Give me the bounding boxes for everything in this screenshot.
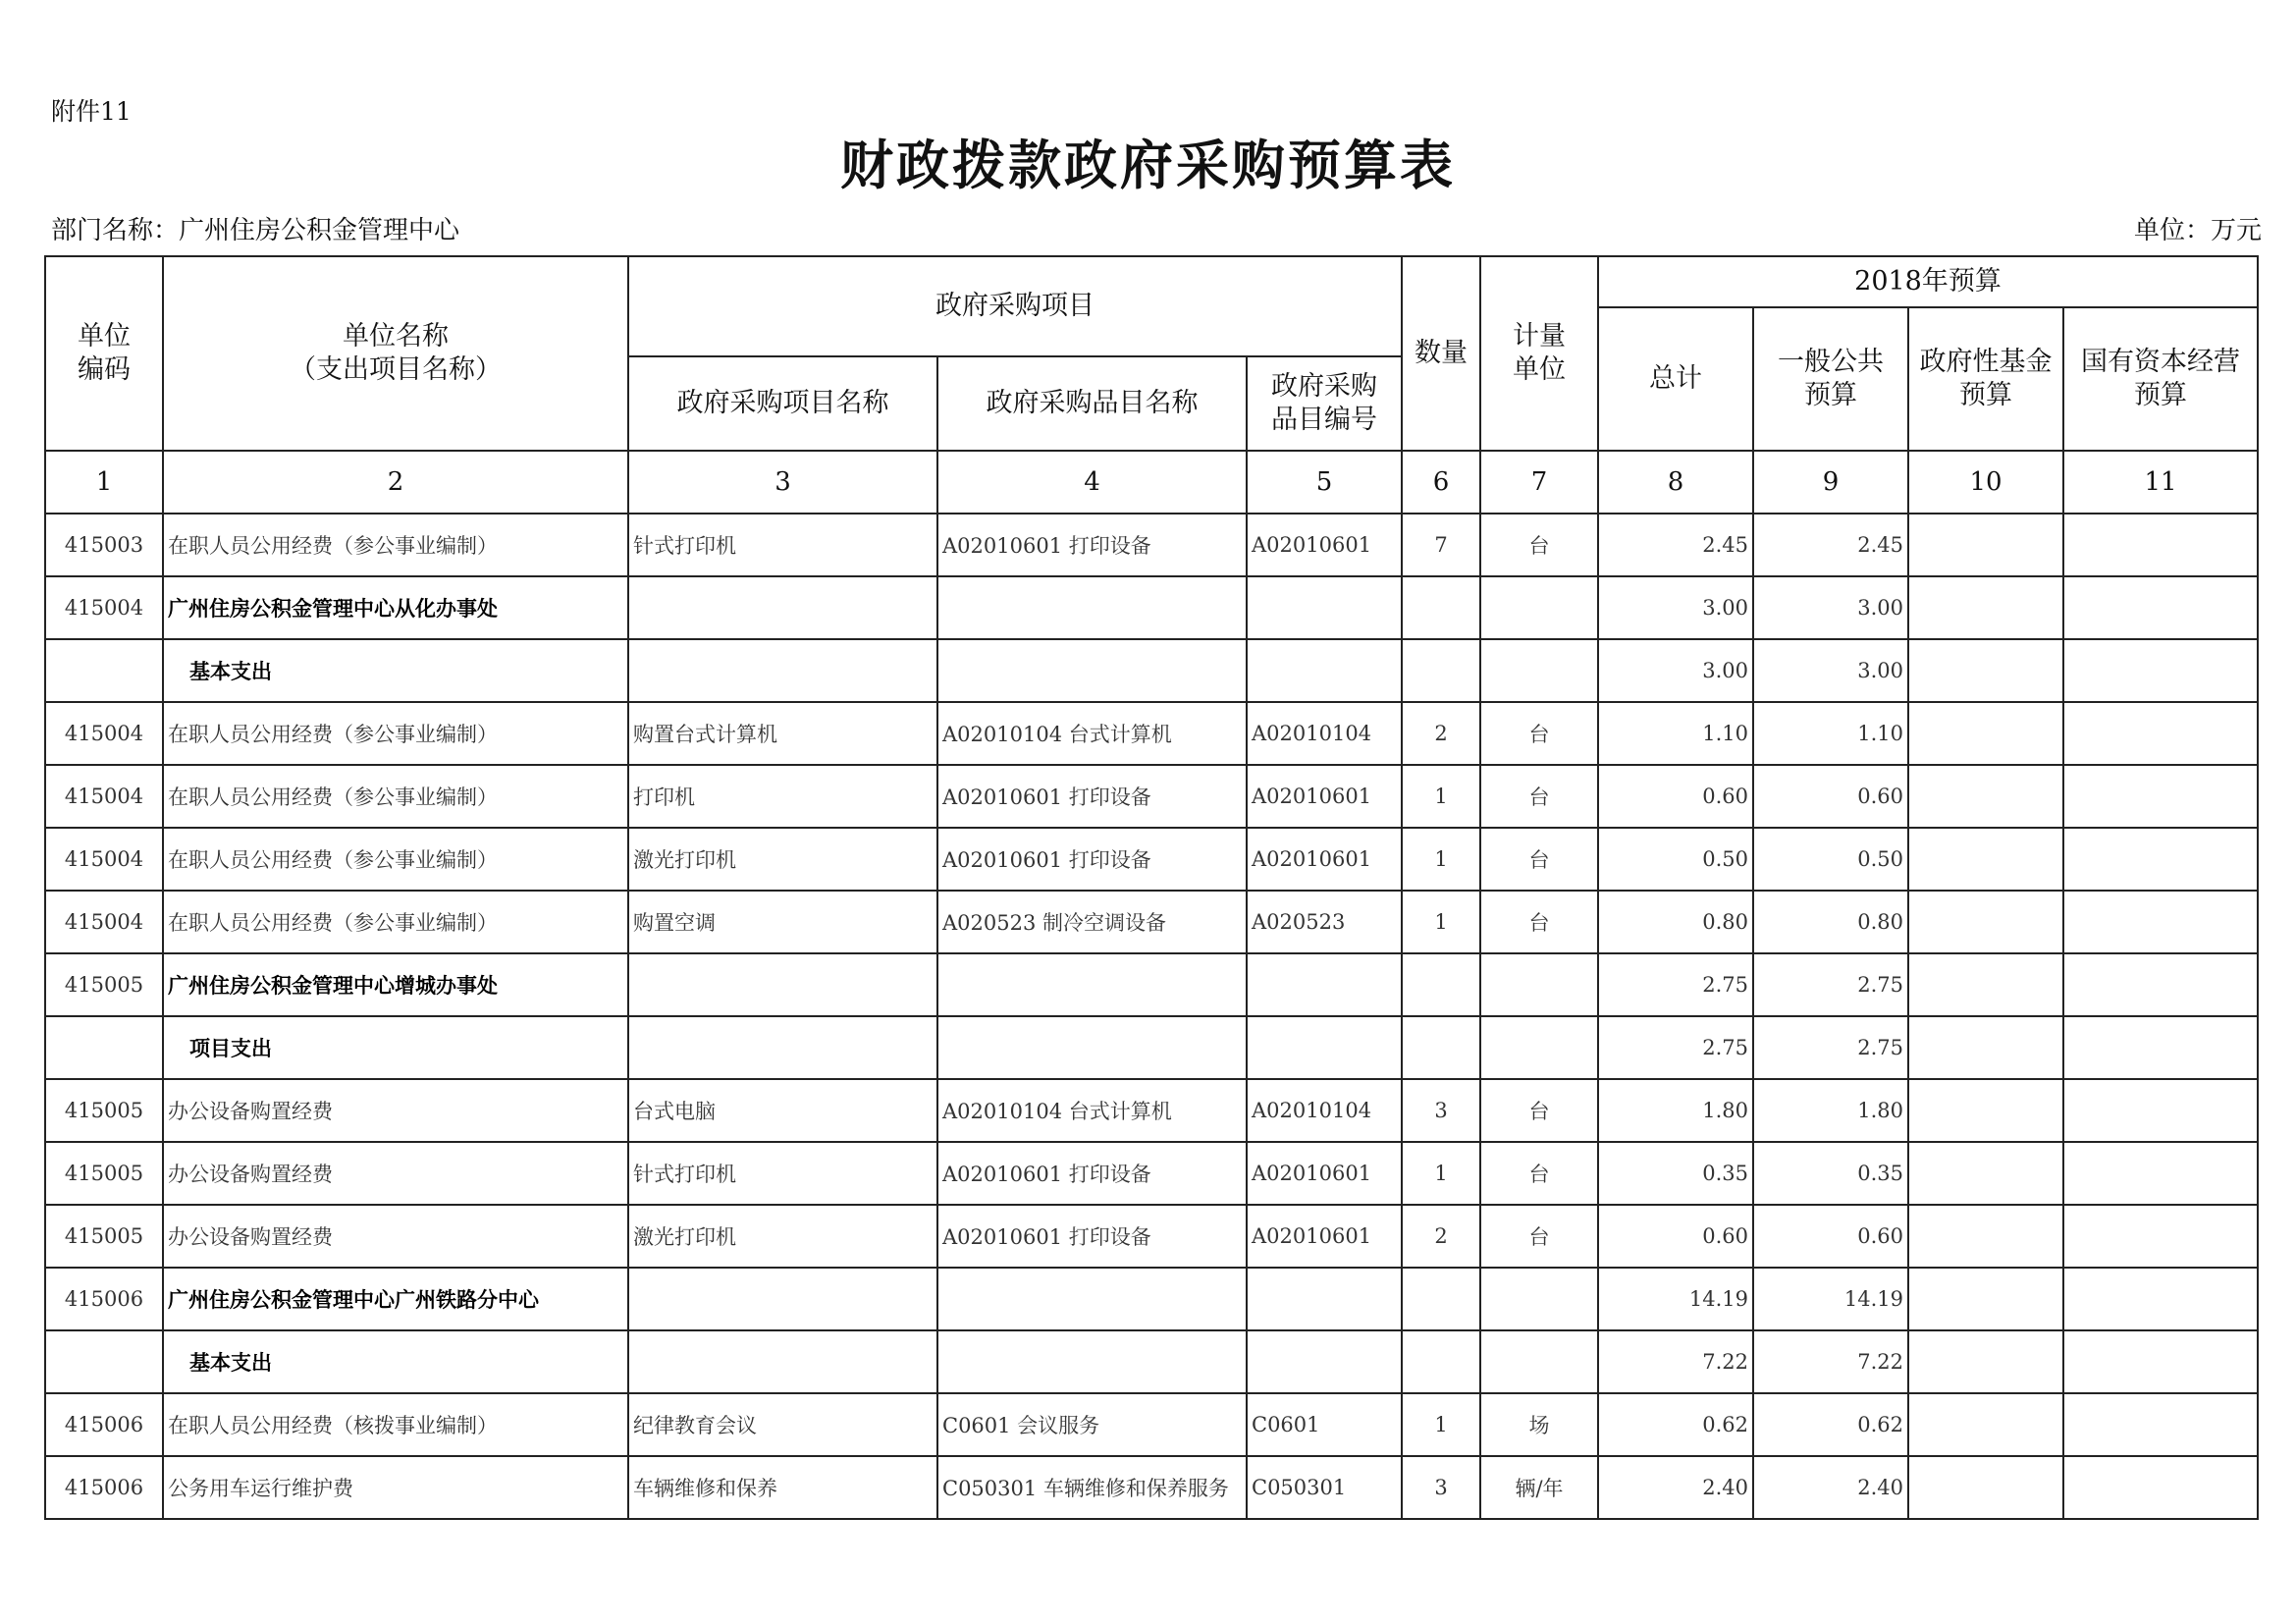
- header-gov-fund: 政府性基金 预算: [1908, 307, 2063, 451]
- cell-gov-fund: [1908, 1142, 2063, 1205]
- cell-item-name: A02010601 打印设备: [937, 514, 1247, 576]
- header-total: 总计: [1598, 307, 1753, 451]
- header-state-capital: 国有资本经营 预算: [2063, 307, 2258, 451]
- cell-general-public: 14.19: [1753, 1268, 1908, 1330]
- cell-total: 2.75: [1598, 953, 1753, 1016]
- cell-gov-fund: [1908, 1268, 2063, 1330]
- cell-general-public: 0.62: [1753, 1393, 1908, 1456]
- cell-project-name: [628, 639, 937, 702]
- cell-quantity: 1: [1402, 891, 1480, 953]
- cell-item-code: C0601: [1247, 1393, 1402, 1456]
- cell-gov-fund: [1908, 639, 2063, 702]
- cell-state-capital: [2063, 1330, 2258, 1393]
- cell-state-capital: [2063, 1393, 2258, 1456]
- cell-measure-unit: [1480, 953, 1598, 1016]
- cell-gov-fund: [1908, 1330, 2063, 1393]
- cell-project-name: 纪律教育会议: [628, 1393, 937, 1456]
- cell-item-code: A02010601: [1247, 1142, 1402, 1205]
- cell-total: 2.75: [1598, 1016, 1753, 1079]
- cell-measure-unit: 台: [1480, 828, 1598, 891]
- cell-state-capital: [2063, 1016, 2258, 1079]
- cell-total: 0.35: [1598, 1142, 1753, 1205]
- cell-measure-unit: [1480, 1016, 1598, 1079]
- cell-quantity: 1: [1402, 828, 1480, 891]
- header-unit-name: 单位名称 （支出项目名称）: [163, 256, 628, 451]
- index-cell: 11: [2063, 451, 2258, 514]
- cell-item-name: A020523 制冷空调设备: [937, 891, 1247, 953]
- cell-gov-fund: [1908, 1205, 2063, 1268]
- page-title: 财政拨款政府采购预算表: [840, 134, 1456, 196]
- cell-unit-name: 在职人员公用经费（核拨事业编制）: [163, 1393, 628, 1456]
- cell-unit-code: 415006: [45, 1393, 163, 1456]
- cell-total: 7.22: [1598, 1330, 1753, 1393]
- procurement-budget-table: [44, 255, 2259, 1520]
- table-row: [45, 828, 2258, 891]
- cell-measure-unit: [1480, 576, 1598, 639]
- cell-item-code: [1247, 953, 1402, 1016]
- table-row: [45, 765, 2258, 828]
- header-item-name: 政府采购品目名称: [937, 356, 1247, 451]
- cell-project-name: 激光打印机: [628, 1205, 937, 1268]
- cell-unit-name: 广州住房公积金管理中心广州铁路分中心: [163, 1268, 628, 1330]
- cell-unit-name: 在职人员公用经费（参公事业编制）: [163, 828, 628, 891]
- index-cell: 1: [45, 451, 163, 514]
- table-row: [45, 1330, 2258, 1393]
- cell-unit-code: 415004: [45, 891, 163, 953]
- header-unit-code: 单位 编码: [45, 256, 163, 451]
- cell-unit-name: 公务用车运行维护费: [163, 1456, 628, 1519]
- index-cell: 3: [628, 451, 937, 514]
- table-row: [45, 514, 2258, 576]
- cell-unit-name: 基本支出: [163, 639, 628, 702]
- cell-state-capital: [2063, 1142, 2258, 1205]
- cell-general-public: 0.60: [1753, 765, 1908, 828]
- index-cell: 8: [1598, 451, 1753, 514]
- cell-gov-fund: [1908, 1079, 2063, 1142]
- cell-project-name: [628, 1330, 937, 1393]
- cell-state-capital: [2063, 514, 2258, 576]
- cell-unit-code: 415004: [45, 702, 163, 765]
- cell-unit-code: 415006: [45, 1268, 163, 1330]
- cell-general-public: 2.75: [1753, 953, 1908, 1016]
- cell-gov-fund: [1908, 1456, 2063, 1519]
- header-project-name: 政府采购项目名称: [628, 356, 937, 451]
- cell-state-capital: [2063, 828, 2258, 891]
- cell-item-code: A02010104: [1247, 702, 1402, 765]
- header-quantity: 数量: [1402, 256, 1480, 451]
- cell-item-code: A02010601: [1247, 765, 1402, 828]
- header-item-code: 政府采购 品目编号: [1247, 356, 1402, 451]
- cell-state-capital: [2063, 639, 2258, 702]
- cell-state-capital: [2063, 1205, 2258, 1268]
- cell-unit-code: 415005: [45, 1205, 163, 1268]
- cell-general-public: 1.80: [1753, 1079, 1908, 1142]
- cell-total: 3.00: [1598, 639, 1753, 702]
- cell-state-capital: [2063, 1268, 2258, 1330]
- cell-unit-code: 415004: [45, 576, 163, 639]
- cell-item-name: A02010104 台式计算机: [937, 1079, 1247, 1142]
- cell-quantity: [1402, 576, 1480, 639]
- cell-unit-name: 办公设备购置经费: [163, 1079, 628, 1142]
- cell-state-capital: [2063, 576, 2258, 639]
- cell-project-name: 购置台式计算机: [628, 702, 937, 765]
- cell-item-code: A02010601: [1247, 828, 1402, 891]
- attachment-label: 附件11: [51, 97, 132, 126]
- cell-project-name: 购置空调: [628, 891, 937, 953]
- table-row: [45, 1268, 2258, 1330]
- cell-general-public: 7.22: [1753, 1330, 1908, 1393]
- index-cell: 4: [937, 451, 1247, 514]
- table-row: [45, 1079, 2258, 1142]
- cell-measure-unit: 台: [1480, 702, 1598, 765]
- cell-general-public: 2.40: [1753, 1456, 1908, 1519]
- cell-measure-unit: 台: [1480, 891, 1598, 953]
- cell-item-code: [1247, 1268, 1402, 1330]
- cell-quantity: [1402, 1330, 1480, 1393]
- table-row: [45, 1016, 2258, 1079]
- cell-state-capital: [2063, 953, 2258, 1016]
- cell-quantity: [1402, 953, 1480, 1016]
- cell-quantity: [1402, 1016, 1480, 1079]
- cell-state-capital: [2063, 1079, 2258, 1142]
- cell-unit-name: 在职人员公用经费（参公事业编制）: [163, 514, 628, 576]
- cell-total: 0.60: [1598, 1205, 1753, 1268]
- cell-unit-code: 415003: [45, 514, 163, 576]
- cell-unit-name: 广州住房公积金管理中心从化办事处: [163, 576, 628, 639]
- cell-gov-fund: [1908, 702, 2063, 765]
- cell-item-code: A02010601: [1247, 514, 1402, 576]
- cell-state-capital: [2063, 1456, 2258, 1519]
- cell-project-name: 针式打印机: [628, 514, 937, 576]
- cell-measure-unit: 辆/年: [1480, 1456, 1598, 1519]
- cell-total: 1.10: [1598, 702, 1753, 765]
- cell-state-capital: [2063, 765, 2258, 828]
- cell-measure-unit: 台: [1480, 514, 1598, 576]
- cell-gov-fund: [1908, 828, 2063, 891]
- cell-measure-unit: 台: [1480, 1205, 1598, 1268]
- cell-unit-name: 项目支出: [163, 1016, 628, 1079]
- cell-project-name: [628, 953, 937, 1016]
- table-row: [45, 1205, 2258, 1268]
- cell-general-public: 0.80: [1753, 891, 1908, 953]
- index-row: [45, 451, 2258, 514]
- cell-project-name: [628, 1268, 937, 1330]
- cell-item-name: A02010601 打印设备: [937, 765, 1247, 828]
- cell-unit-code: 415005: [45, 1142, 163, 1205]
- cell-total: 2.45: [1598, 514, 1753, 576]
- cell-measure-unit: 台: [1480, 1142, 1598, 1205]
- cell-item-code: [1247, 1330, 1402, 1393]
- cell-total: 0.80: [1598, 891, 1753, 953]
- cell-unit-code: 415004: [45, 828, 163, 891]
- cell-unit-code: 415005: [45, 953, 163, 1016]
- table-row: [45, 953, 2258, 1016]
- table-row: [45, 576, 2258, 639]
- cell-project-name: [628, 1016, 937, 1079]
- cell-general-public: 0.60: [1753, 1205, 1908, 1268]
- cell-measure-unit: [1480, 1268, 1598, 1330]
- cell-general-public: 2.75: [1753, 1016, 1908, 1079]
- cell-project-name: 针式打印机: [628, 1142, 937, 1205]
- cell-item-code: [1247, 576, 1402, 639]
- header-general-public: 一般公共 预算: [1753, 307, 1908, 451]
- cell-quantity: 3: [1402, 1456, 1480, 1519]
- cell-measure-unit: 台: [1480, 1079, 1598, 1142]
- cell-item-code: C050301: [1247, 1456, 1402, 1519]
- table-row: [45, 1393, 2258, 1456]
- cell-general-public: 2.45: [1753, 514, 1908, 576]
- cell-gov-fund: [1908, 891, 2063, 953]
- cell-item-name: A02010601 打印设备: [937, 1205, 1247, 1268]
- cell-total: 0.50: [1598, 828, 1753, 891]
- table-row: [45, 1456, 2258, 1519]
- cell-general-public: 3.00: [1753, 576, 1908, 639]
- cell-unit-name: 办公设备购置经费: [163, 1142, 628, 1205]
- cell-item-code: A020523: [1247, 891, 1402, 953]
- cell-item-code: A02010601: [1247, 1205, 1402, 1268]
- cell-quantity: 2: [1402, 1205, 1480, 1268]
- cell-measure-unit: 场: [1480, 1393, 1598, 1456]
- cell-item-name: [937, 576, 1247, 639]
- cell-general-public: 1.10: [1753, 702, 1908, 765]
- cell-project-name: [628, 576, 937, 639]
- cell-project-name: 车辆维修和保养: [628, 1456, 937, 1519]
- cell-item-name: C050301 车辆维修和保养服务: [937, 1456, 1247, 1519]
- cell-quantity: 1: [1402, 1393, 1480, 1456]
- cell-unit-code: 415006: [45, 1456, 163, 1519]
- cell-item-name: [937, 1268, 1247, 1330]
- cell-total: 0.60: [1598, 765, 1753, 828]
- cell-item-name: A02010601 打印设备: [937, 828, 1247, 891]
- cell-item-name: A02010601 打印设备: [937, 1142, 1247, 1205]
- cell-unit-name: 基本支出: [163, 1330, 628, 1393]
- cell-gov-fund: [1908, 514, 2063, 576]
- cell-gov-fund: [1908, 576, 2063, 639]
- cell-unit-name: 在职人员公用经费（参公事业编制）: [163, 891, 628, 953]
- cell-unit-code: [45, 1330, 163, 1393]
- cell-item-name: A02010104 台式计算机: [937, 702, 1247, 765]
- cell-unit-name: 在职人员公用经费（参公事业编制）: [163, 702, 628, 765]
- cell-gov-fund: [1908, 1016, 2063, 1079]
- table-row: [45, 891, 2258, 953]
- cell-unit-code: [45, 639, 163, 702]
- cell-total: 3.00: [1598, 576, 1753, 639]
- cell-unit-name: 在职人员公用经费（参公事业编制）: [163, 765, 628, 828]
- cell-gov-fund: [1908, 765, 2063, 828]
- cell-quantity: [1402, 639, 1480, 702]
- cell-item-name: [937, 639, 1247, 702]
- table-row: [45, 639, 2258, 702]
- header-procurement-project: 政府采购项目: [628, 256, 1402, 356]
- cell-unit-name: 办公设备购置经费: [163, 1205, 628, 1268]
- cell-gov-fund: [1908, 953, 2063, 1016]
- cell-total: 1.80: [1598, 1079, 1753, 1142]
- cell-quantity: 1: [1402, 765, 1480, 828]
- index-cell: 2: [163, 451, 628, 514]
- index-cell: 10: [1908, 451, 2063, 514]
- table-row: [45, 1142, 2258, 1205]
- cell-state-capital: [2063, 891, 2258, 953]
- table-row: [45, 702, 2258, 765]
- cell-item-name: [937, 953, 1247, 1016]
- cell-state-capital: [2063, 702, 2258, 765]
- cell-project-name: 台式电脑: [628, 1079, 937, 1142]
- cell-measure-unit: 台: [1480, 765, 1598, 828]
- cell-item-name: C0601 会议服务: [937, 1393, 1247, 1456]
- cell-general-public: 0.35: [1753, 1142, 1908, 1205]
- cell-measure-unit: [1480, 639, 1598, 702]
- cell-unit-name: 广州住房公积金管理中心增城办事处: [163, 953, 628, 1016]
- cell-general-public: 3.00: [1753, 639, 1908, 702]
- cell-project-name: 激光打印机: [628, 828, 937, 891]
- unit-label: 单位：万元: [2133, 216, 2262, 245]
- cell-total: 0.62: [1598, 1393, 1753, 1456]
- cell-total: 2.40: [1598, 1456, 1753, 1519]
- cell-item-code: [1247, 1016, 1402, 1079]
- cell-unit-code: 415005: [45, 1079, 163, 1142]
- index-cell: 5: [1247, 451, 1402, 514]
- cell-quantity: 2: [1402, 702, 1480, 765]
- cell-total: 14.19: [1598, 1268, 1753, 1330]
- cell-gov-fund: [1908, 1393, 2063, 1456]
- cell-unit-code: [45, 1016, 163, 1079]
- cell-item-name: [937, 1016, 1247, 1079]
- header-budget-2018: 2018年预算: [1598, 256, 2258, 307]
- index-cell: 9: [1753, 451, 1908, 514]
- cell-measure-unit: [1480, 1330, 1598, 1393]
- cell-project-name: 打印机: [628, 765, 937, 828]
- cell-quantity: 7: [1402, 514, 1480, 576]
- cell-quantity: [1402, 1268, 1480, 1330]
- cell-item-name: [937, 1330, 1247, 1393]
- cell-item-code: A02010104: [1247, 1079, 1402, 1142]
- cell-unit-code: 415004: [45, 765, 163, 828]
- index-cell: 6: [1402, 451, 1480, 514]
- cell-general-public: 0.50: [1753, 828, 1908, 891]
- cell-item-code: [1247, 639, 1402, 702]
- department-label: 部门名称：广州住房公积金管理中心: [51, 216, 460, 245]
- cell-quantity: 3: [1402, 1079, 1480, 1142]
- index-cell: 7: [1480, 451, 1598, 514]
- header-measure-unit: 计量 单位: [1480, 256, 1598, 451]
- cell-quantity: 1: [1402, 1142, 1480, 1205]
